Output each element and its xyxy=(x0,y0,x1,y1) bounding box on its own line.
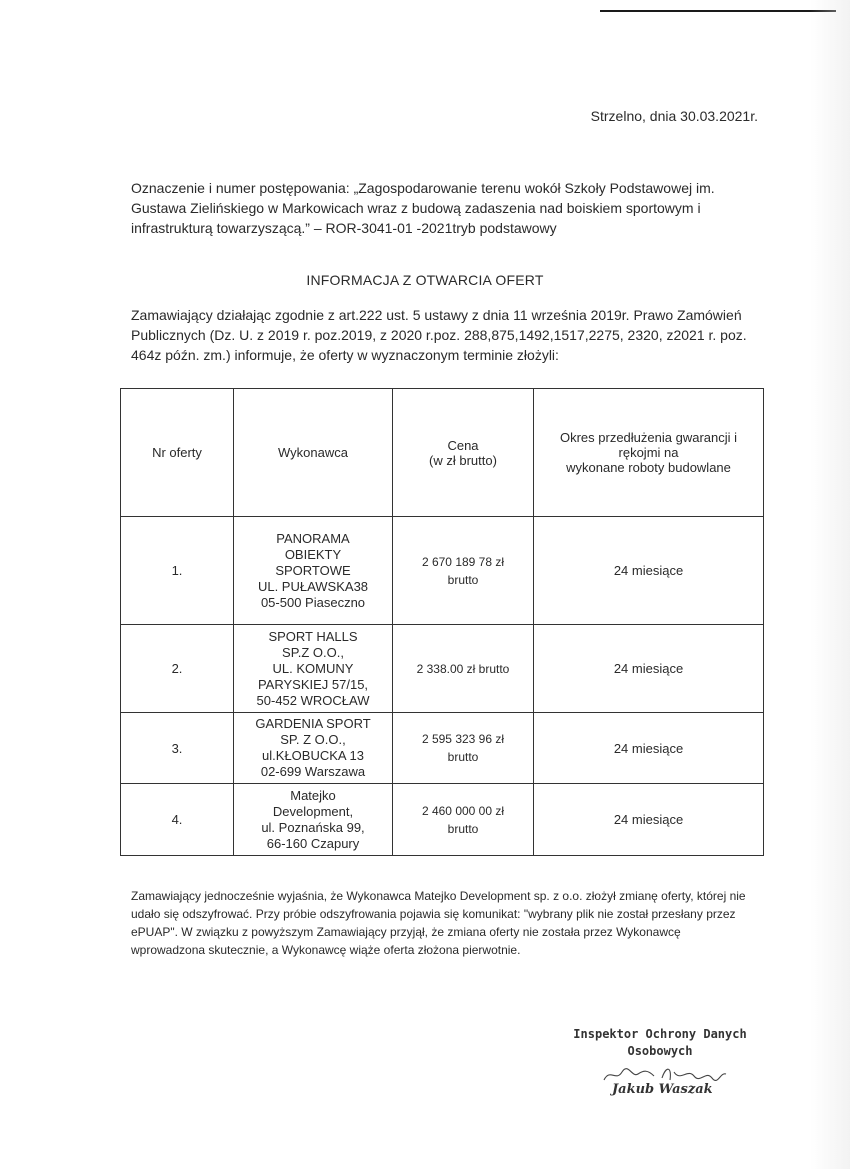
table-row xyxy=(121,713,764,784)
contractor-line: OBIEKTY xyxy=(284,546,342,562)
contractor-line: UL. KOMUNY xyxy=(272,660,354,676)
procedure-subject: Oznaczenie i numer postępowania: „Zagospodarowanie terenu wokół Szkoły Podstawowej im. Gustawa Zielińskiego w Markowicach wraz z budową zadaszenia nad boiskiem sportowym i infrastrukturą towarzyszącą.” – ROR-3041-01 -2021tryb podstawowy xyxy=(131,180,715,236)
contractor-line: GARDENIA SPORT xyxy=(255,716,371,731)
offer-number: 1. xyxy=(121,517,234,625)
offer-contractor xyxy=(234,517,393,625)
signature-title-line2: Osobowych xyxy=(627,1044,693,1058)
contractor-line: 05-500 Piaseczno xyxy=(260,594,366,610)
header-okres-line1: Okres przedłużenia gwarancji i xyxy=(559,430,738,445)
offer-contractor xyxy=(234,713,393,784)
price-line: 2 460 000 00 zł xyxy=(421,803,505,818)
header-cena-line2: (w zł brutto) xyxy=(429,452,497,468)
offer-number: 2. xyxy=(121,625,234,713)
offer-number: 3. xyxy=(121,713,234,784)
price-line: brutto xyxy=(447,572,479,587)
contractor-line: PARYSKIEJ 57/15, xyxy=(257,676,369,692)
contractor-line: 50-452 WROCŁAW xyxy=(256,692,370,708)
contractor-line: ul. Poznańska 99, xyxy=(261,819,365,835)
signature-stamp xyxy=(560,1026,760,1060)
contractor-line: SP. Z O.O., xyxy=(280,732,346,747)
table-row xyxy=(121,784,764,856)
table-row xyxy=(121,625,764,713)
offers-table xyxy=(120,388,764,856)
table-row xyxy=(121,517,764,625)
price-line: 2 595 323 96 zł xyxy=(421,732,505,746)
contractor-line: Development, xyxy=(272,803,354,819)
offer-warranty: 24 miesiące xyxy=(534,517,764,625)
header-cena-line1: Cena xyxy=(447,437,479,453)
price-line: brutto xyxy=(447,821,479,836)
offer-warranty: 24 miesiące xyxy=(534,784,764,856)
header-okres-line3: wykonane roboty budowlane xyxy=(566,460,731,475)
header-okres-line2: rękojmi na xyxy=(618,445,679,460)
offer-price xyxy=(393,713,534,784)
contractor-line: Matejko xyxy=(290,787,336,803)
header-wykonawca: Wykonawca xyxy=(234,389,393,517)
contractor-line: SPORT HALLS xyxy=(268,628,358,644)
price-line: 2 670 189 78 zł xyxy=(421,554,505,569)
intro-paragraph: Zamawiający działając zgodnie z art.222 ust. 5 ustawy z dnia 11 września 2019r. Prawo Zamówień Publicznych (Dz. U. z 2019 r. poz.2019, z 2020 r.poz. 288,875,1492,1517,2275, 2320, z2021 r. poz. 464z późn. zm.) informuje, że oferty w wyznaczonym terminie złożyli: xyxy=(131,307,747,363)
contractor-line: ul.KŁOBUCKA 13 xyxy=(262,748,364,763)
offer-warranty: 24 miesiące xyxy=(534,713,764,784)
contractor-line: 02-699 Warszawa xyxy=(260,764,366,779)
table-header-row xyxy=(121,389,764,517)
document-date: Strzelno, dnia 30.03.2021r. xyxy=(590,108,758,124)
price-line: brutto xyxy=(447,750,479,764)
contractor-line: 66-160 Czapury xyxy=(266,835,360,851)
contractor-line: PANORAMA xyxy=(276,530,350,546)
header-okres xyxy=(534,389,764,517)
offer-price xyxy=(393,517,534,625)
contractor-line: UL. PUŁAWSKA38 xyxy=(257,578,369,594)
contractor-line: SPORTOWE xyxy=(275,562,351,578)
header-cena xyxy=(393,389,534,517)
signatory-name: Jakub Waszak xyxy=(612,1082,713,1097)
scan-edge-line xyxy=(600,10,836,12)
explanation-note: Zamawiający jednocześnie wyjaśnia, że Wykonawca Matejko Development sp. z o.o. złożył zmianę oferty, której nie udało się odszyfrować. Przy próbie odszyfrowania pojawia się komunikat: "wybrany plik nie został przesłany przez ePUAP". W związku z powyższym Zamawiający przyjął, że zmiana oferty nie została przez Wykonawcę wprowadzona skutecznie, a Wykonawcę wiąże oferta złożona pierwotnie. xyxy=(131,889,746,957)
contractor-line: SP.Z O.O., xyxy=(282,644,344,660)
scan-shadow xyxy=(810,0,850,1169)
offer-warranty: 24 miesiące xyxy=(534,625,764,713)
header-nr: Nr oferty xyxy=(121,389,234,517)
price-line: 2 338.00 zł brutto xyxy=(416,661,510,676)
offer-contractor xyxy=(234,625,393,713)
offer-price xyxy=(393,625,534,713)
signature-title-line1: Inspektor Ochrony Danych xyxy=(573,1027,747,1041)
offer-contractor xyxy=(234,784,393,856)
document-heading: INFORMACJA Z OTWARCIA OFERT xyxy=(306,272,544,288)
offer-number: 4. xyxy=(121,784,234,856)
offer-price xyxy=(393,784,534,856)
